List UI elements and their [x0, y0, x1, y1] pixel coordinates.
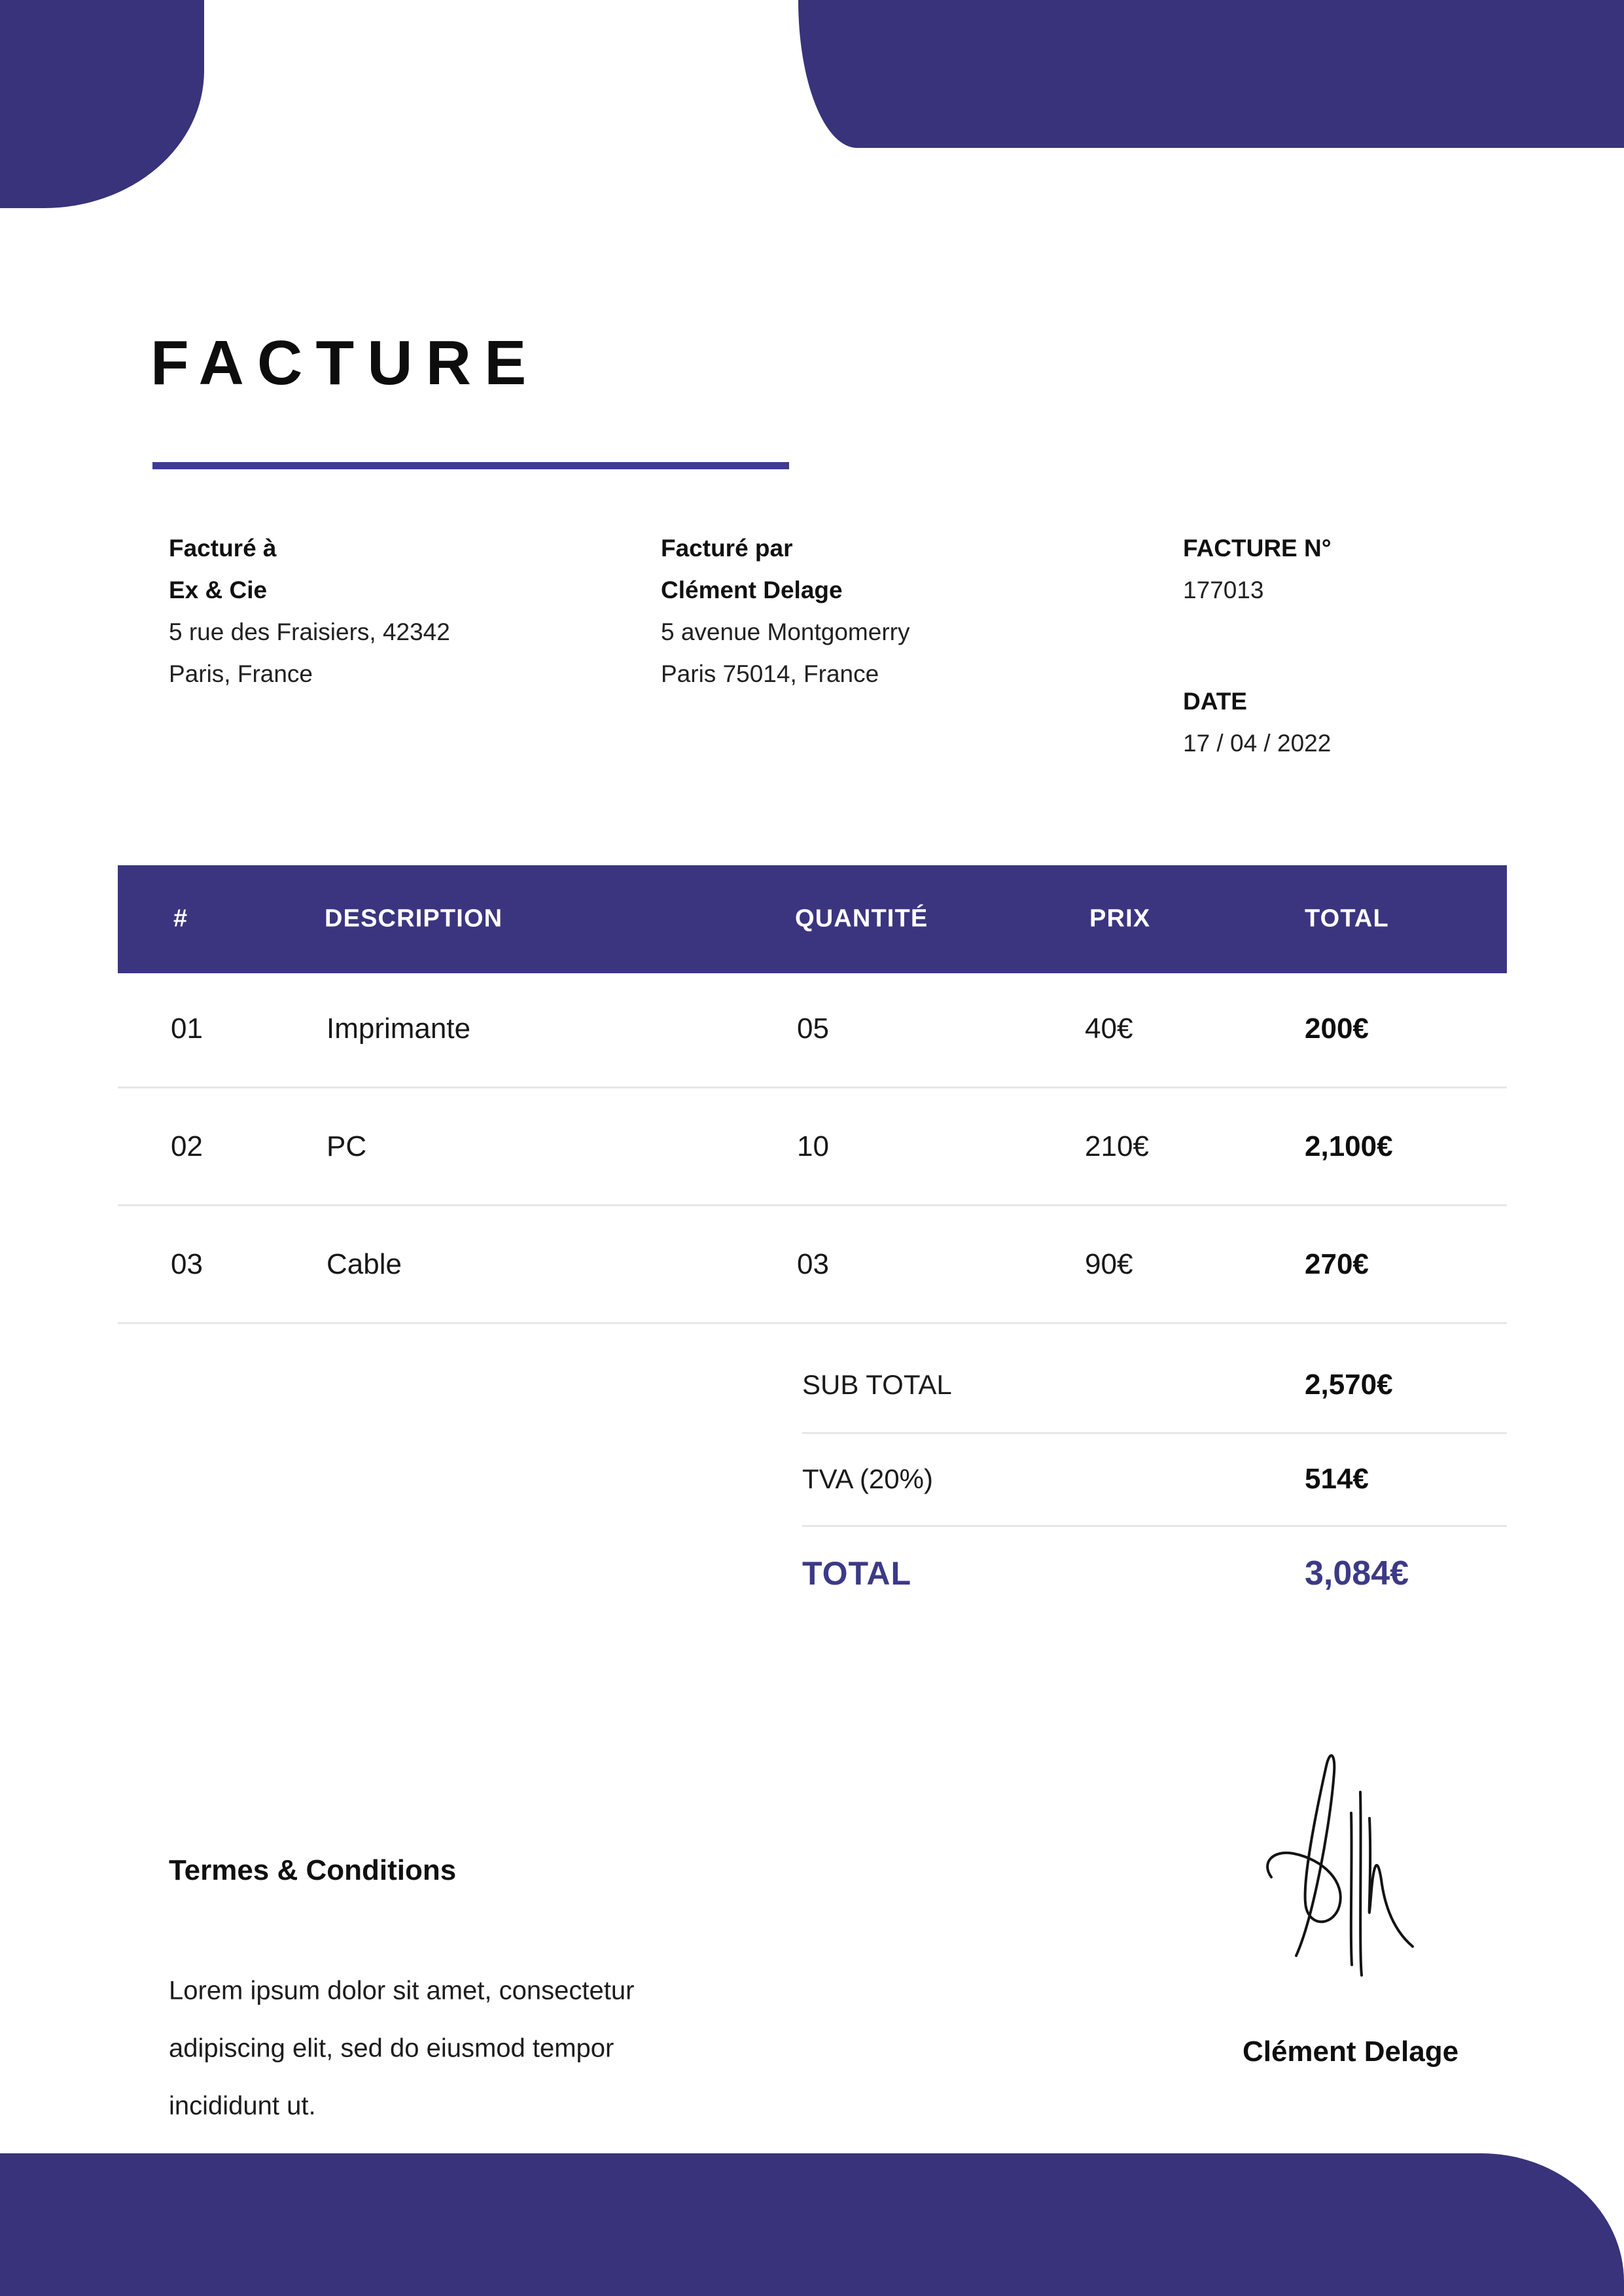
row2-total: 2,100€: [1305, 1130, 1393, 1162]
signature-scribble: [1253, 1734, 1426, 1996]
corner-band-top-right: [798, 0, 1624, 148]
billed-by-block: [661, 528, 909, 695]
billed-to-address-line1: 5 rue des Fraisiers, 42342: [169, 619, 450, 645]
col-header-quantity: QUANTITÉ: [795, 905, 928, 933]
row2-price: 210€: [1085, 1130, 1149, 1162]
corner-blob-top-left: [0, 0, 204, 208]
terms-line1: Lorem ipsum dolor sit amet, consectetur: [169, 1976, 635, 2005]
summary-separator: [802, 1432, 1507, 1434]
row3-desc: Cable: [327, 1248, 402, 1280]
billed-to-name: Ex & Cie: [169, 577, 268, 603]
invoice-date-value: 17 / 04 / 2022: [1183, 730, 1332, 757]
row-separator: [118, 1204, 1507, 1206]
signature-name: Clément Delage: [1242, 2036, 1459, 2068]
row-separator: [118, 1086, 1507, 1088]
row3-num: 03: [171, 1248, 203, 1280]
footer-band: [0, 2153, 1624, 2296]
col-header-price: PRIX: [1089, 905, 1151, 933]
row2-qty: 10: [797, 1130, 829, 1162]
row1-price: 40€: [1085, 1013, 1133, 1045]
tax-label: TVA (20%): [802, 1463, 933, 1494]
grand-total-label: TOTAL: [802, 1555, 912, 1592]
billed-to-address-line2: Paris, France: [169, 660, 313, 687]
tax-value: 514€: [1305, 1463, 1369, 1495]
row-separator: [118, 1322, 1507, 1324]
row1-desc: Imprimante: [327, 1013, 471, 1045]
billed-by-label: Facturé par: [661, 535, 793, 562]
invoice-date-block: [1183, 681, 1331, 764]
billed-by-address-line1: 5 avenue Montgomerry: [661, 619, 910, 645]
row3-price: 90€: [1085, 1248, 1133, 1280]
row2-desc: PC: [327, 1130, 367, 1162]
invoice-date-label: DATE: [1183, 688, 1247, 715]
col-header-description: DESCRIPTION: [325, 905, 503, 933]
terms-heading: Termes & Conditions: [169, 1854, 457, 1886]
terms-line2: adipiscing elit, sed do eiusmod tempor: [169, 2034, 614, 2063]
page-title: FACTURE: [150, 328, 540, 398]
row2-num: 02: [171, 1130, 203, 1162]
row1-num: 01: [171, 1013, 203, 1045]
subtotal-label: SUB TOTAL: [802, 1369, 952, 1400]
title-underline: [152, 462, 789, 469]
terms-line3: incididunt ut.: [169, 2091, 316, 2121]
billed-by-address-line2: Paris 75014, France: [661, 660, 879, 687]
row3-total: 270€: [1305, 1248, 1369, 1280]
col-header-total: TOTAL: [1305, 905, 1389, 933]
row1-qty: 05: [797, 1013, 829, 1045]
col-header-number: #: [173, 905, 188, 933]
invoice-number-block: [1183, 528, 1332, 611]
subtotal-value: 2,570€: [1305, 1369, 1393, 1401]
summary-separator: [802, 1525, 1507, 1527]
row1-total: 200€: [1305, 1013, 1369, 1045]
invoice-number-value: 177013: [1183, 577, 1264, 603]
billed-to-label: Facturé à: [169, 535, 277, 562]
grand-total-value: 3,084€: [1305, 1554, 1409, 1592]
row3-qty: 03: [797, 1248, 829, 1280]
invoice-number-label: FACTURE N°: [1183, 535, 1332, 562]
billed-to-block: [169, 528, 450, 695]
billed-by-name: Clément Delage: [661, 577, 843, 603]
